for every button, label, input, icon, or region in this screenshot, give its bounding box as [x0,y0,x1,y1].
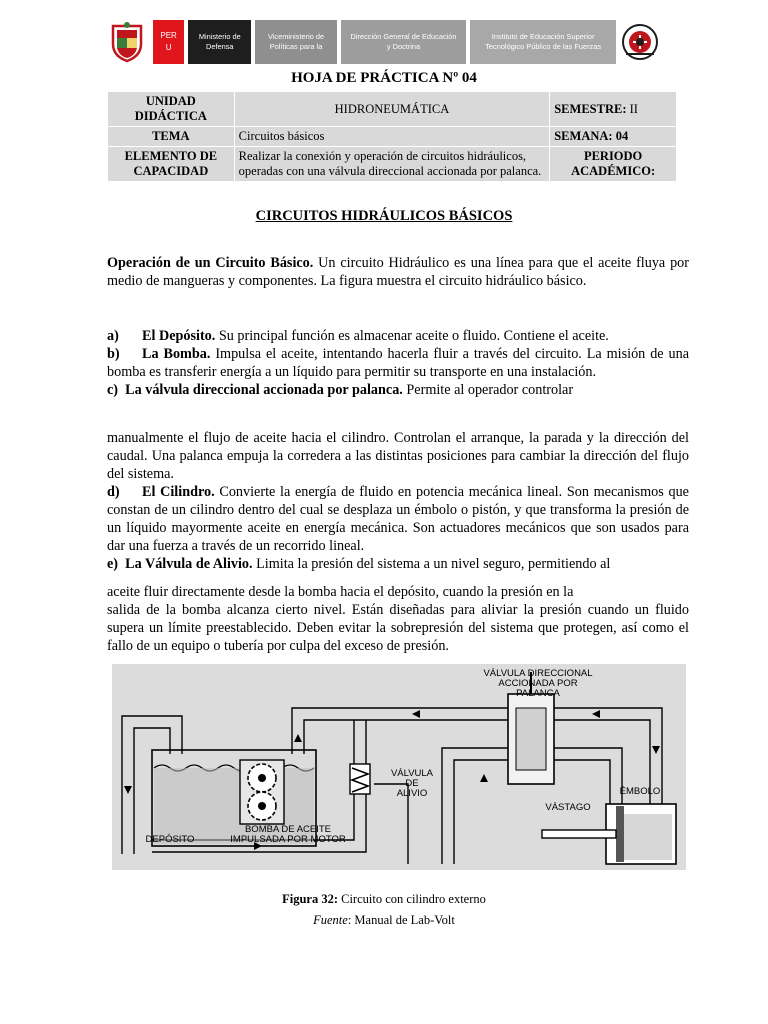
hydraulic-circuit-figure [112,664,686,870]
elemento-label-line-2: CAPACIDAD [133,164,209,178]
item-a-label: a) [107,328,119,344]
item-b-heading: La Bomba. [142,346,211,362]
item-e-text: Limita la presión del sistema a un nivel seguro, permitiendo al [252,556,611,572]
periodo-label [550,147,677,182]
direccion-line-2: y Doctrina [386,42,421,51]
label-valvula-direccional-1: VÁLVULA DIRECCIONAL [483,668,593,679]
item-a [107,327,689,345]
section-subtitle: CIRCUITOS HIDRÁULICOS BÁSICOS [255,208,513,224]
item-c-continuation: manualmente el flujo de aceite hacia el cilindro. Controlan el arranque, la parada y la dirección del caudal. Una palanca empuja la corredera a las distintas posiciones para cambiar la dirección del flujo del sistema. [107,430,689,482]
periodo-label-line-2: ACADÉMICO: [571,164,656,178]
label-valvula-alivio-1: VÁLVULA [390,768,434,779]
source-text: : Manual de Lab-Volt [347,913,455,927]
label-valvula-direccional-2: ACCIONADA POR [498,678,578,689]
item-e-continuation-2: salida de la bomba alcanza cierto nivel. Están diseñadas para aliviar la presión cuando un fluido supera un límite preestablecido. Deben evitar la sobrepresión del sistema que protegen, así como el fallo de un equipo o tubería por culpa del exceso de presión. [107,602,689,654]
items-block-3 [107,583,689,655]
semestre-value: II [629,101,638,116]
elemento-label [108,147,235,182]
tema-value: Circuitos básicos [234,127,550,147]
peru-label [153,20,184,64]
ministerio-line-2: Defensa [206,42,234,51]
info-table [107,91,677,182]
items-block-2 [107,429,689,573]
item-b-label: b) [107,346,120,362]
caption-text: Circuito con cilindro externo [338,892,486,906]
source-label: Fuente [313,913,348,927]
direccion-line-1: Dirección General de Educación [350,32,457,41]
intro-paragraph [107,254,689,290]
label-valvula-alivio-2: DE [405,778,419,789]
elemento-value-line-1: Realizar la conexión y operación de circuitos hidráulicos, [238,149,527,163]
semana-label: SEMANA: [554,129,613,143]
item-c-label: c) [107,382,119,398]
item-e-heading: La Válvula de Alivio. [125,556,253,572]
pump-gears-icon [240,760,284,824]
item-d-label: d) [107,484,120,500]
relief-valve-icon [350,764,370,794]
info-row-unidad [108,92,677,127]
vice-line-2: Políticas para la [269,42,323,51]
label-deposito: DEPÓSITO [145,834,195,845]
item-b [107,345,689,381]
info-row-elemento [108,147,677,182]
item-c [107,381,689,399]
viceministerio-block [255,20,336,64]
intro-text: Un circuito Hidráulico es una línea para que el aceite fluya por medio de mangueras y componentes. La figura muestra el circuito hidráulico básico. [107,255,689,289]
item-a-heading: El Depósito. [142,328,216,344]
peru-coat-of-arms-icon [105,20,149,64]
peru-line-1: PER [160,31,177,40]
label-valvula-alivio-3: ALIVIO [396,788,428,799]
label-bomba-1: BOMBA DE ACEITE [244,824,332,835]
peru-line-2: U [165,43,172,52]
figure-caption [0,892,768,907]
periodo-label-line-1: PERIODO [583,149,643,163]
vice-line-1: Viceministerio de [267,32,325,41]
instituto-line-1: Instituto de Educación Superior [491,32,595,41]
direccion-block [341,20,467,64]
header-banner [105,20,660,64]
item-d-text: Convierte la energía de fluido en potencia mecánica lineal. Son mecanismos que constan de un cilindro dentro del cual se desplaza un émbolo o pistón, y que transforma la presión de un líquido mayormente aceite en energía mecánica. Son actuadores mecánicos que son usados para dar una fuerza a través de un recorrido lineal. [107,484,689,554]
item-b-text: Impulsa el aceite, intentando hacerla fluir a través del circuito. La misión de una bomba es transferir energía a un líquido para permitir su transporte en una instalación. [107,346,689,380]
semana-cell [550,127,677,147]
item-d [107,483,689,555]
unidad-label: UNIDAD DIDÁCTICA [108,92,235,127]
label-bomba-2: IMPULSADA POR MOTOR [230,834,346,845]
label-embolo: ÉMBOLO [619,786,661,797]
ministerio-block [188,20,251,64]
figure-source [0,913,768,928]
ministerio-line-1: Ministerio de [198,32,241,41]
elemento-value-line-2: operadas con una válvula direccional accionada por palanca. [238,164,542,178]
tema-label: TEMA [108,127,235,147]
item-d-heading: El Cilindro. [142,484,215,500]
item-e-label: e) [107,556,119,572]
page-title: HOJA DE PRÁCTICA Nº 04 [291,70,477,86]
item-c-heading: La válvula direccional accionada por palanca. [125,382,403,398]
instituto-block [470,20,616,64]
semestre-label: SEMESTRE: [554,101,627,116]
item-e [107,555,689,573]
elemento-value [234,147,550,182]
unidad-value: HIDRONEUMÁTICA [234,92,550,127]
item-e-continuation-1: aceite fluir directamente desde la bomba hacia el depósito, cuando la presión en la [107,584,574,600]
semestre-cell [550,92,677,127]
institute-crest-icon [620,20,660,64]
caption-label: Figura 32: [282,892,338,906]
intro-heading: Operación de un Circuito Básico. [107,255,314,271]
items-block-1 [107,327,689,399]
item-c-text: Permite al operador controlar [402,382,574,398]
item-a-text: Su principal función es almacenar aceite o fluido. Contiene el aceite. [215,328,609,344]
elemento-label-line-1: ELEMENTO DE [124,149,218,163]
instituto-line-2: Tecnológico Público de las Fuerzas [485,42,602,51]
label-vastago: VÁSTAGO [545,802,591,813]
info-row-tema [108,127,677,147]
semana-value: 04 [615,129,629,143]
label-valvula-direccional-3: PALANCA [516,688,560,699]
